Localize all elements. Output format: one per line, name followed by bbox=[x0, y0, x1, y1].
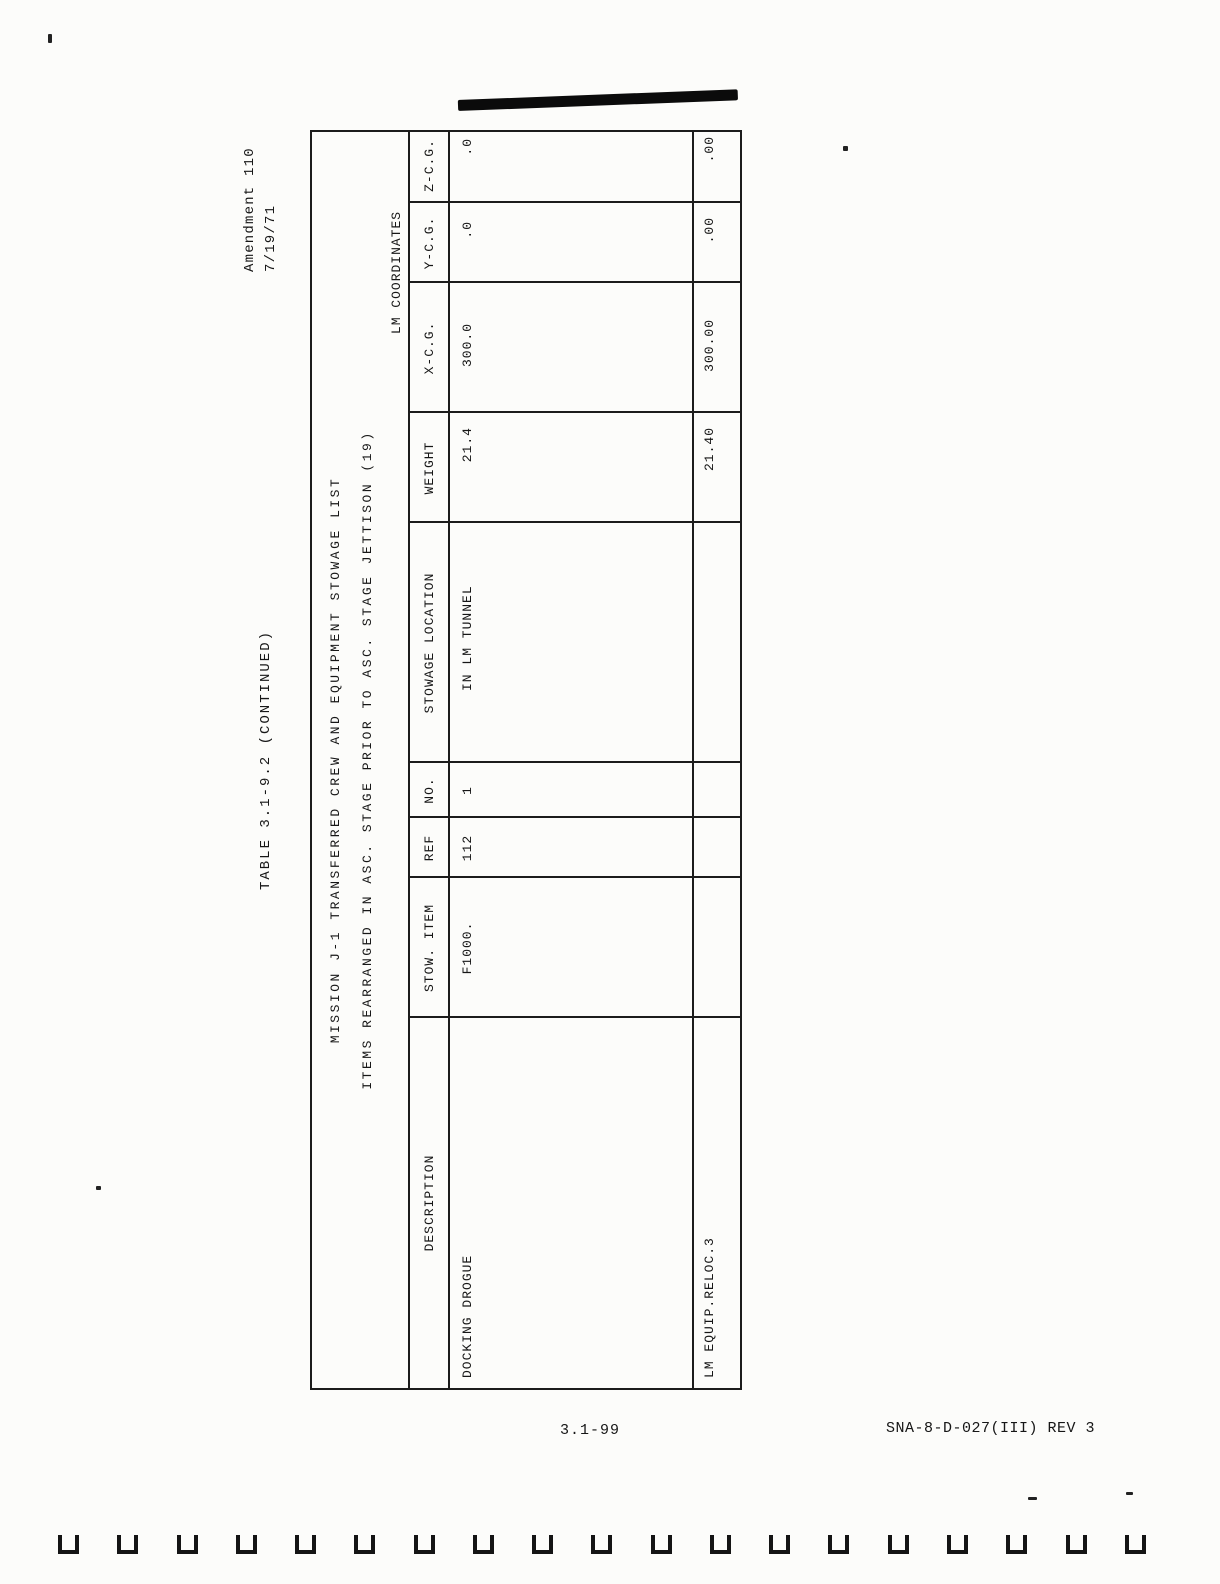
col-header-weight: WEIGHT bbox=[422, 441, 437, 495]
col-header-x-cg: X-C.G. bbox=[422, 321, 437, 375]
binder-mark bbox=[236, 1535, 257, 1554]
binder-mark bbox=[1125, 1535, 1146, 1554]
binder-mark bbox=[177, 1535, 198, 1554]
amendment-number: Amendment 110 bbox=[242, 147, 258, 272]
binder-mark bbox=[710, 1535, 731, 1554]
grid-line bbox=[692, 132, 694, 1388]
binder-mark bbox=[1066, 1535, 1087, 1554]
col-header-no: NO. bbox=[422, 777, 437, 804]
scan-speck bbox=[1028, 1497, 1037, 1500]
binder-mark bbox=[651, 1535, 672, 1554]
row-stowage-location: IN LM TUNNEL bbox=[460, 585, 475, 691]
document-number: SNA-8-D-027(III) REV 3 bbox=[886, 1420, 1096, 1437]
scan-artifact-bar bbox=[458, 89, 738, 111]
table-title-line1: MISSION J-1 TRANSFERRED CREW AND EQUIPMENT STOWAGE LIST bbox=[328, 476, 343, 1044]
total-x-cg: 300.00 bbox=[702, 319, 717, 372]
col-header-z-cg: Z-C.G. bbox=[422, 139, 437, 192]
binder-mark bbox=[1006, 1535, 1027, 1554]
row-z-cg: .0 bbox=[460, 138, 475, 156]
binder-mark bbox=[591, 1535, 612, 1554]
scan-speck bbox=[1126, 1492, 1133, 1495]
col-header-ref: REF bbox=[422, 834, 437, 862]
table-caption: TABLE 3.1-9.2 (CONTINUED) bbox=[258, 629, 274, 891]
binder-mark bbox=[354, 1535, 375, 1554]
total-label: LM EQUIP.RELOC.3 bbox=[702, 1237, 717, 1378]
total-z-cg: .00 bbox=[702, 136, 717, 163]
col-header-y-cg: Y-C.G. bbox=[422, 216, 437, 270]
binder-mark bbox=[947, 1535, 968, 1554]
rotated-table-sheet bbox=[240, 130, 745, 1390]
binder-mark bbox=[414, 1535, 435, 1554]
scan-speck bbox=[843, 146, 848, 151]
row-weight: 21.4 bbox=[460, 427, 475, 463]
row-no: 1 bbox=[460, 786, 475, 795]
lm-coordinates-group-header: LM COORDINATES bbox=[389, 210, 404, 335]
scan-speck bbox=[48, 34, 52, 43]
binder-mark bbox=[295, 1535, 316, 1554]
total-y-cg: .00 bbox=[702, 217, 717, 244]
binder-mark bbox=[117, 1535, 138, 1554]
binder-mark bbox=[58, 1535, 79, 1554]
binder-mark bbox=[532, 1535, 553, 1554]
row-y-cg: .0 bbox=[460, 221, 475, 239]
page-number: 3.1-99 bbox=[560, 1422, 621, 1439]
row-stow-item: F1000. bbox=[460, 921, 475, 975]
binder-mark bbox=[828, 1535, 849, 1554]
scan-speck bbox=[96, 1186, 101, 1190]
binder-mark bbox=[888, 1535, 909, 1554]
col-header-description: DESCRIPTION bbox=[422, 1154, 437, 1252]
row-ref: 112 bbox=[460, 834, 475, 862]
row-x-cg: 300.0 bbox=[460, 323, 475, 368]
binder-mark bbox=[473, 1535, 494, 1554]
total-weight: 21.40 bbox=[702, 427, 717, 472]
col-header-stow-item: STOW. ITEM bbox=[422, 904, 437, 993]
amendment-date: 7/19/71 bbox=[263, 204, 279, 272]
binder-mark bbox=[769, 1535, 790, 1554]
row-description: DOCKING DROGUE bbox=[460, 1254, 475, 1378]
table-title-line2: ITEMS REARRANGED IN ASC. STAGE PRIOR TO ASC. STAGE JETTISON (19) bbox=[360, 430, 375, 1090]
col-header-stowage-location: STOWAGE LOCATION bbox=[422, 572, 437, 714]
binder-marks bbox=[58, 1535, 1146, 1557]
stowage-table bbox=[310, 130, 742, 1390]
